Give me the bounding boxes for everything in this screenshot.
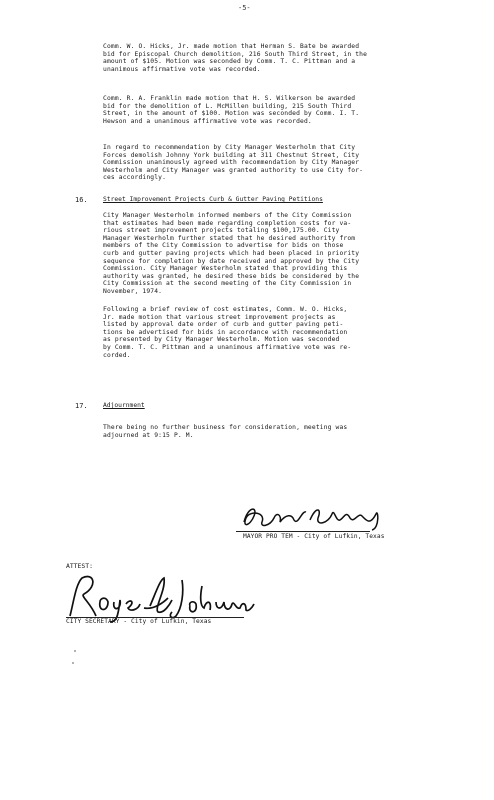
- city-secretary-caption: CITY SECRETARY - City of Lufkin, Texas: [66, 618, 212, 625]
- scan-speck: [74, 650, 76, 652]
- mayor-caption: MAYOR PRO TEM - City of Lufkin, Texas: [243, 533, 385, 540]
- item-17-heading: Adjournment: [103, 402, 145, 409]
- attest-label: ATTEST:: [66, 562, 93, 570]
- mayor-signature-line: [236, 531, 370, 532]
- item-17-number: 17.: [75, 402, 88, 410]
- paragraph-bid-episcopal: Comm. W. O. Hicks, Jr. made motion that Herman S. Bate be awarded bid for Episcopal Church demolition, 216 South Third Street, in the amount of $105. Motion was seconded by Comm. T. C. Pittman and a unanimous affirmative vote was recorded.: [103, 43, 368, 73]
- paragraph-york-demolition: In regard to recommendation by City Manager Westerholm that City Forces demolish Johnny York building at 311 Chestnut Street, City Commission unanimously agreed with recommendation by City Manager Westerholm and City Manager was granted authority to use City for- ces accordingly.: [103, 144, 364, 182]
- paragraph-bid-mcmillen: Comm. R. A. Franklin made motion that H. S. Wilkerson be awarded bid for the demolition of L. McMillen building, 215 South Third Street, in the amount of $100. Motion was seconded by Comm. I. T. Hewson and a unanimous affirmative vote was recorded.: [103, 95, 360, 125]
- paragraph-motion-advertise: Following a brief review of cost estimates, Comm. W. O. Hicks, Jr. made motion that various street improvement projects as listed by approval date order of curb and gutter paving peti- tions be advertised for bids in accordance with recommendation as presented by City Manager Westerholm. Motion was seconded by Comm. T. C. Pittman and a unanimous affirmative vote was re- corded.: [103, 306, 352, 359]
- page-number: -5-: [238, 4, 251, 12]
- paragraph-estimates: City Manager Westerholm informed members of the City Commission that estimates had been made regarding completion costs for va- rious street improvement projects totaling $100,175.00. City Manager Westerholm further stated that he desired authority from members of the City Commission to advertise for bids on those curb and gutter paving projects which had been placed in priority sequence for completion by date received and approved by the City Commission. City Manager Westerholm stated that providing this authority was granted, he desired these bids be considered by the City Commission at the second meeting of the City Commission in November, 1974.: [103, 212, 360, 295]
- item-16-number: 16.: [75, 196, 88, 204]
- item-16-heading: Street Improvement Projects Curb & Gutter Paving Petitions: [103, 196, 323, 203]
- paragraph-adjourned: There being no further business for consideration, meeting was adjourned at 9:15 P. M.: [103, 424, 348, 439]
- mayor-signature: [236, 500, 386, 534]
- scan-speck: [72, 662, 74, 664]
